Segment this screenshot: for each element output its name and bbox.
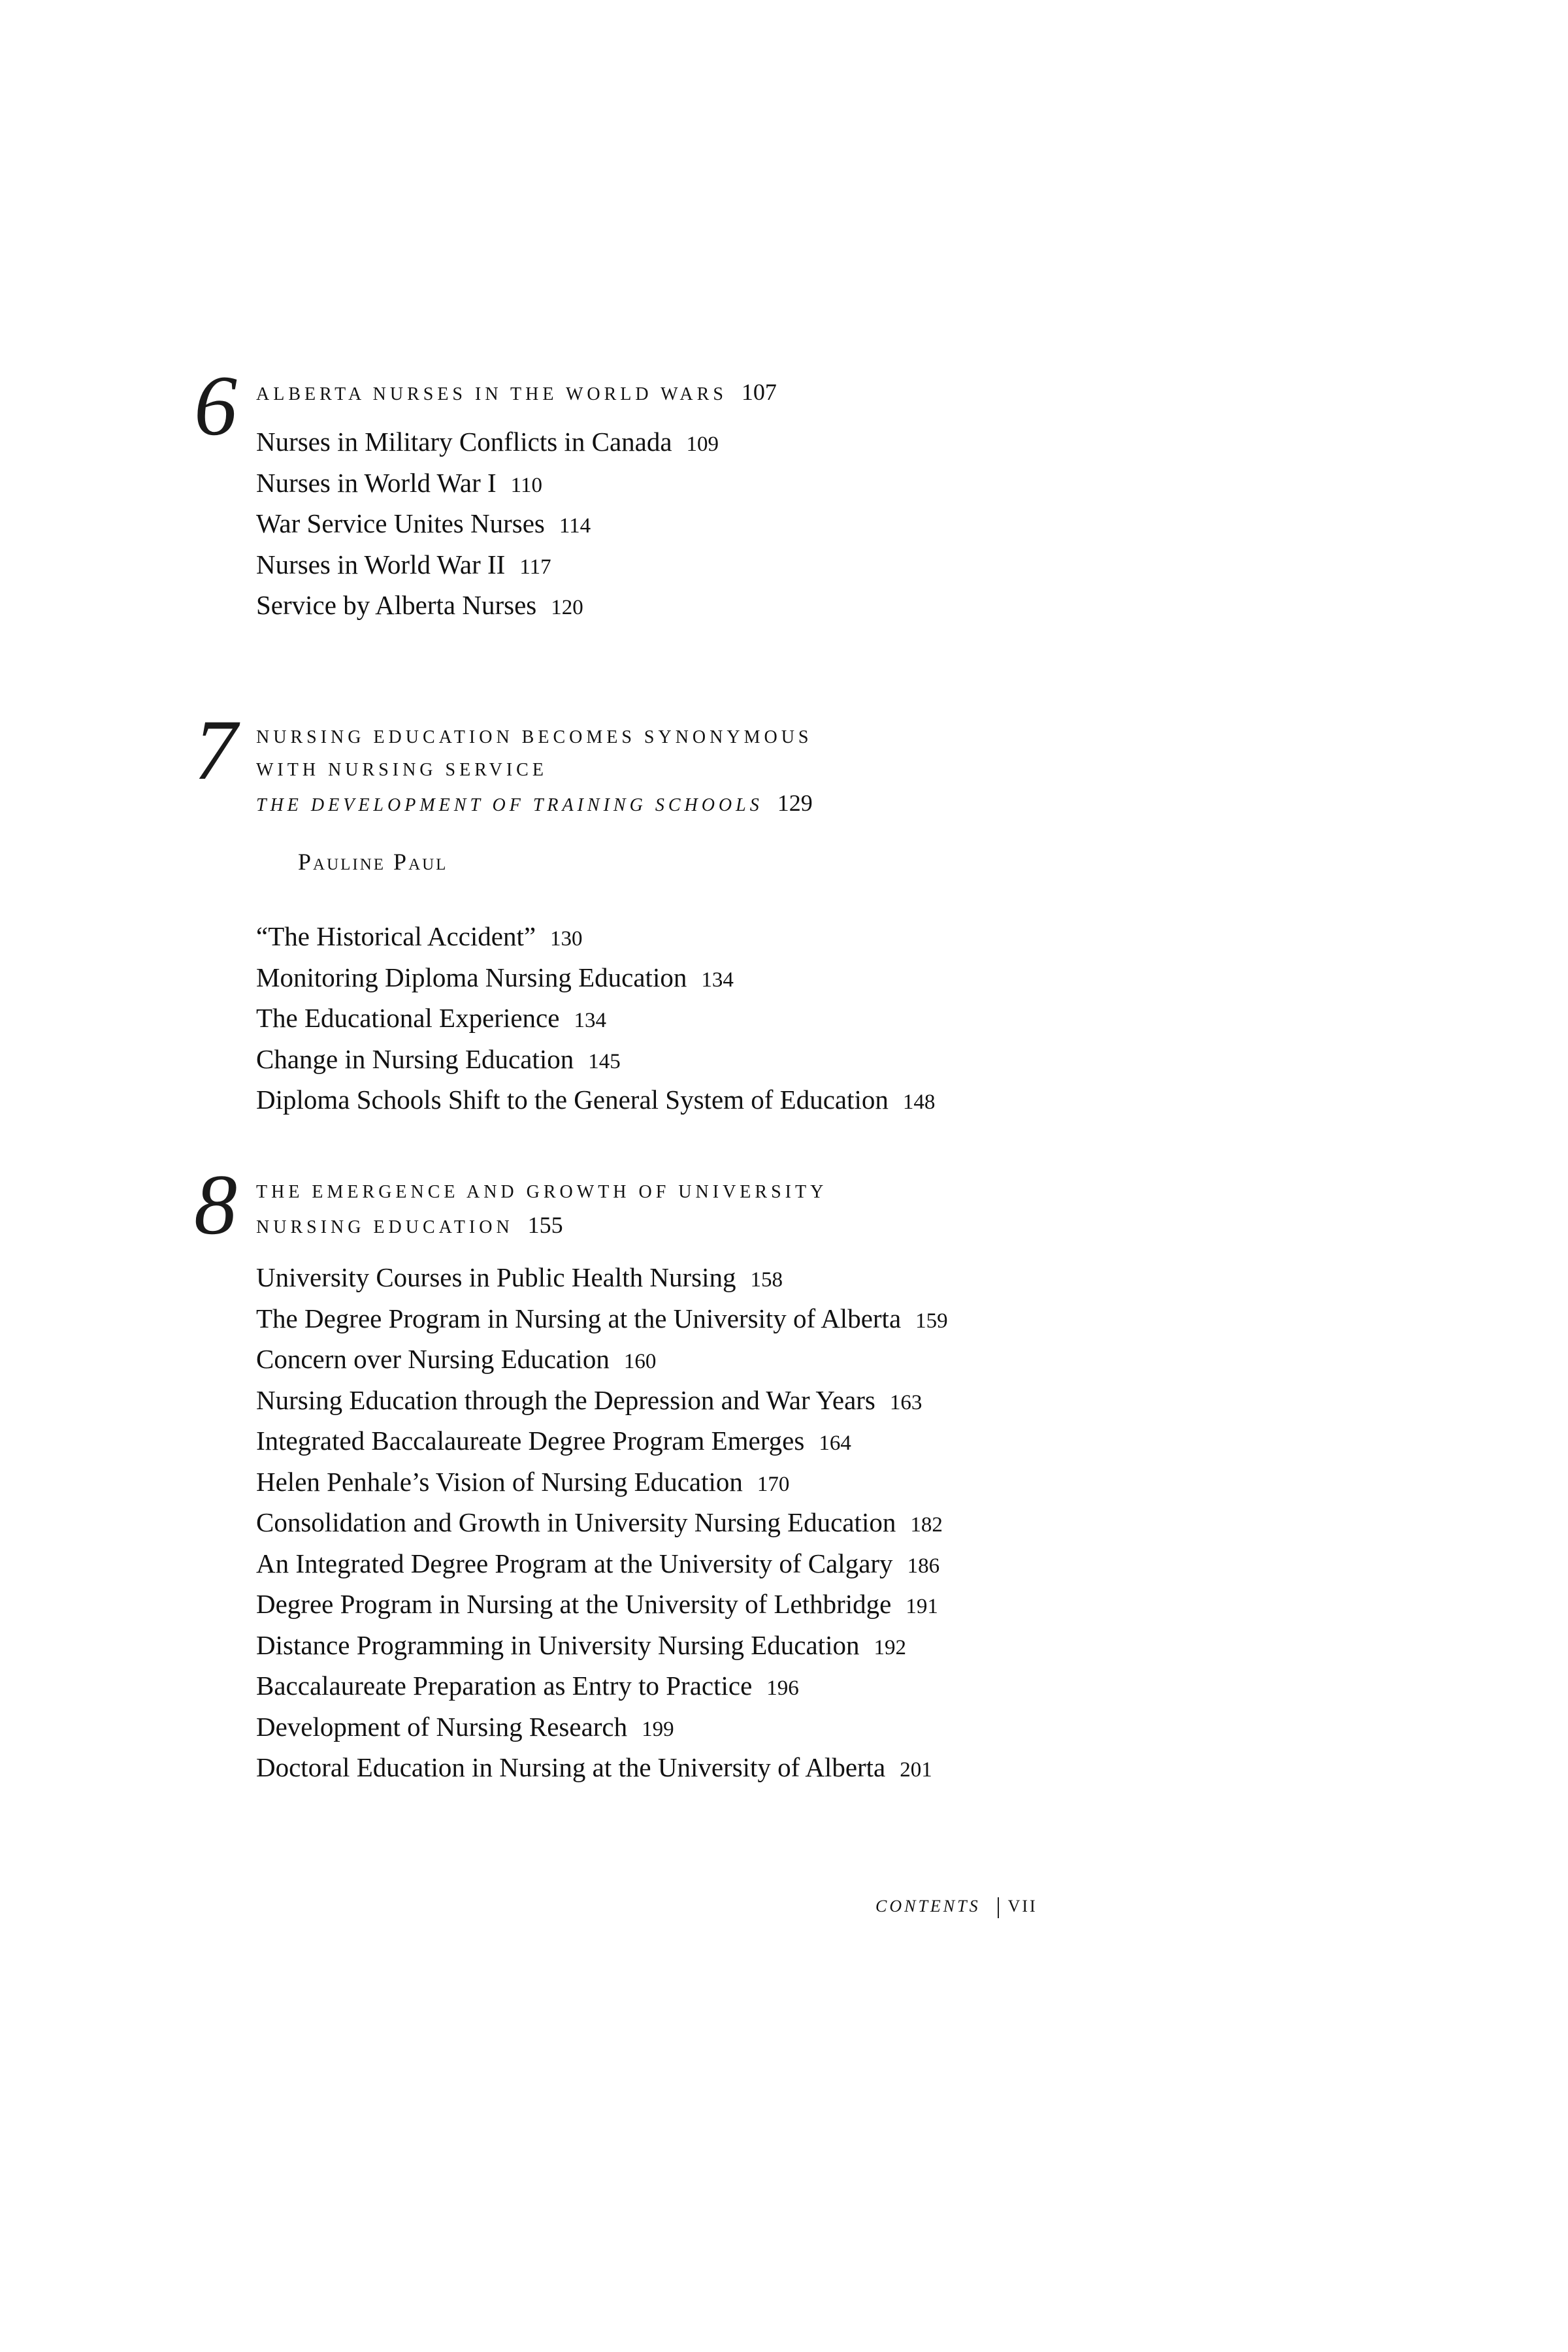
section-list	[256, 1258, 1119, 1789]
running-head: CONTENTS	[875, 1897, 981, 1916]
section-page: 130	[550, 927, 583, 951]
chapter-page-number: 107	[741, 379, 777, 405]
section-title: Nurses in World War I	[256, 467, 497, 498]
section-title: Doctoral Education in Nursing at the University of Alberta	[256, 1752, 886, 1782]
page-number: VII	[1007, 1897, 1037, 1916]
section-page: 196	[766, 1676, 799, 1700]
section-page: 109	[686, 433, 719, 456]
section-entry	[256, 1585, 1119, 1626]
section-entry	[256, 1626, 1119, 1667]
chapter-title-line: ALBERTA NURSES IN THE WORLD WARS	[256, 384, 727, 404]
section-entry	[256, 999, 1119, 1040]
section-title: Service by Alberta Nurses	[256, 590, 537, 620]
chapter-number: 6	[194, 357, 237, 453]
section-page: 120	[551, 596, 583, 619]
section-page: 117	[519, 555, 551, 579]
chapter-8	[194, 1156, 1119, 1789]
section-title: Distance Programming in University Nursing Education	[256, 1629, 860, 1660]
section-title: War Service Unites Nurses	[256, 508, 545, 538]
section-page: 199	[642, 1717, 674, 1741]
chapter-6	[194, 357, 1119, 627]
section-page: 164	[819, 1431, 851, 1455]
section-entry	[256, 1081, 1119, 1122]
section-entry	[256, 1299, 1119, 1341]
section-title: Change in Nursing Education	[256, 1043, 574, 1074]
chapter-number: 8	[194, 1156, 237, 1252]
chapter-page-number: 155	[527, 1212, 563, 1238]
section-title: Baccalaureate Preparation as Entry to Practice	[256, 1671, 753, 1701]
section-entry	[256, 1040, 1119, 1081]
chapter-title-line: NURSING EDUCATION BECOMES SYNONYMOUS	[256, 727, 813, 747]
section-page: 191	[906, 1595, 938, 1618]
chapter-page-number: 129	[777, 790, 813, 816]
section-title: Concern over Nursing Education	[256, 1344, 610, 1374]
section-title: Nurses in World War II	[256, 549, 506, 580]
section-title: Helen Penhale’s Vision of Nursing Education	[256, 1466, 743, 1497]
section-entry	[256, 1544, 1119, 1586]
section-entry	[256, 504, 1119, 546]
section-entry	[256, 1340, 1119, 1381]
chapter-subtitle-text: THE DEVELOPMENT OF TRAINING SCHOOLS	[256, 795, 763, 815]
section-entry	[256, 1748, 1119, 1789]
section-entry	[256, 423, 1119, 464]
chapter-number: 7	[194, 702, 237, 798]
section-title: Diploma Schools Shift to the General System of Education	[256, 1085, 889, 1115]
section-title: The Degree Program in Nursing at the University of Alberta	[256, 1303, 902, 1333]
section-entry	[256, 1503, 1119, 1544]
section-entry	[256, 1258, 1119, 1299]
section-page: 182	[910, 1513, 943, 1537]
section-page: 192	[874, 1635, 906, 1659]
chapter-title-line: NURSING EDUCATION	[256, 1217, 514, 1237]
chapter-title	[256, 1209, 1119, 1244]
section-list	[256, 917, 1119, 1122]
section-title: Integrated Baccalaureate Degree Program Emerges	[256, 1426, 805, 1456]
section-page: 163	[889, 1390, 923, 1414]
chapter-title-line: THE EMERGENCE AND GROWTH OF UNIVERSITY	[256, 1182, 828, 1202]
page-footer	[875, 1892, 1037, 1921]
section-title: The Educational Experience	[256, 1003, 560, 1033]
section-page: 110	[510, 473, 542, 497]
section-page: 134	[701, 968, 734, 992]
section-page: 186	[907, 1554, 940, 1578]
section-list	[256, 423, 1119, 627]
section-title: University Courses in Public Health Nursing	[256, 1262, 736, 1292]
chapter-title	[256, 376, 1119, 411]
section-title: Consolidation and Growth in University Nursing Education	[256, 1507, 896, 1537]
section-title: Nurses in Military Conflicts in Canada	[256, 427, 672, 457]
section-entry	[256, 1667, 1119, 1708]
section-page: 160	[623, 1350, 657, 1373]
section-entry	[256, 546, 1119, 587]
section-entry	[256, 1708, 1119, 1749]
chapter-subtitle	[256, 787, 1119, 822]
section-page: 134	[574, 1009, 606, 1032]
section-title: “The Historical Accident”	[256, 921, 536, 951]
section-entry	[256, 464, 1119, 505]
section-title: Development of Nursing Research	[256, 1711, 628, 1742]
section-page: 201	[900, 1758, 932, 1782]
chapter-7	[194, 702, 1119, 1122]
section-entry	[256, 917, 1119, 958]
section-entry	[256, 586, 1119, 627]
section-entry	[256, 958, 1119, 1000]
section-page: 114	[559, 514, 591, 538]
chapter-author	[298, 845, 1119, 878]
section-entry	[256, 1463, 1119, 1504]
section-page: 170	[757, 1472, 790, 1496]
section-page: 145	[588, 1049, 621, 1073]
section-entry	[256, 1381, 1119, 1422]
chapter-title-line: WITH NURSING SERVICE	[256, 760, 547, 780]
section-page: 159	[915, 1309, 948, 1333]
author-name: Pauline Paul	[298, 849, 448, 875]
section-title: Nursing Education through the Depression and War Years	[256, 1384, 875, 1415]
section-title: Monitoring Diploma Nursing Education	[256, 962, 687, 992]
section-title: An Integrated Degree Program at the University of Calgary	[256, 1548, 893, 1578]
section-page: 158	[750, 1268, 783, 1292]
section-entry	[256, 1422, 1119, 1463]
footer-divider	[998, 1897, 999, 1918]
section-page: 148	[902, 1090, 936, 1114]
section-title: Degree Program in Nursing at the University of Lethbridge	[256, 1589, 892, 1619]
